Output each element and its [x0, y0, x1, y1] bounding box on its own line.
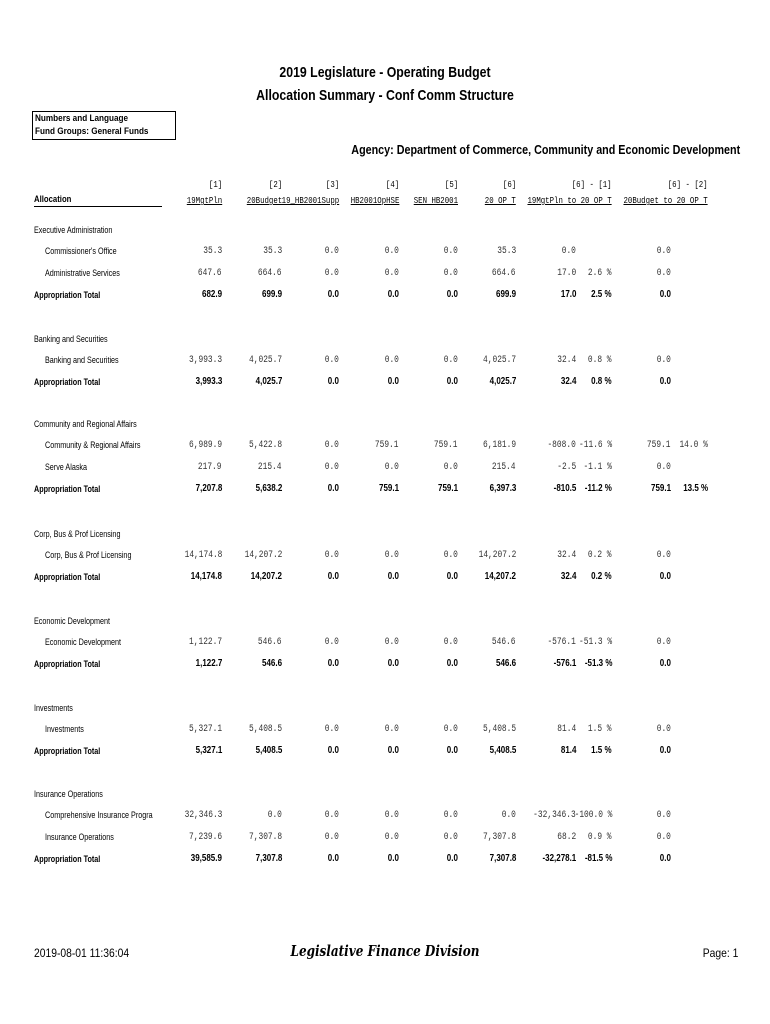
appropriation-total-label: Appropriation Total: [34, 484, 101, 494]
fund-group-box: [32, 111, 176, 140]
table-row-value-3: 0.0: [324, 636, 339, 648]
appropriation-total-value-1: 5,327.1: [195, 745, 222, 756]
table-row-value-4: 0.0: [384, 461, 399, 473]
appropriation-total-value-7: 81.4: [560, 745, 576, 756]
table-row-value-9: 0.0: [656, 461, 671, 473]
table-row-value-9: 0.0: [656, 354, 671, 366]
section-heading: Insurance Operations: [34, 789, 103, 799]
appropriation-total-value-3: 0.0: [327, 745, 339, 756]
table-row-value-7: -808.0: [547, 439, 576, 451]
table-row-value-6: 4,025.7: [482, 354, 516, 366]
appropriation-total-value-3: 0.0: [327, 483, 339, 494]
table-row-value-1: 35.3: [203, 245, 222, 257]
table-row-value-6: 35.3: [497, 245, 516, 257]
table-row-value-2: 35.3: [263, 245, 282, 257]
table-row-value-5: 0.0: [443, 267, 458, 279]
section-heading: Executive Administration: [34, 225, 113, 235]
table-row-value-3: 0.0: [324, 809, 339, 821]
appropriation-total-value-9: 0.0: [659, 658, 671, 669]
report-title-line1: 2019 Legislature - Operating Budget: [279, 64, 491, 81]
column-header-8: 20Budget to 20 OP T: [623, 196, 708, 206]
column-index-6: [6]: [502, 180, 516, 190]
table-row-value-8: -51.3 %: [578, 636, 612, 648]
table-row-value-8: 0.9 %: [588, 831, 612, 843]
table-row-value-7: 0.0: [561, 245, 576, 257]
table-row-value-6: 0.0: [501, 809, 516, 821]
table-row-value-9: 0.0: [656, 809, 671, 821]
appropriation-total-value-5: 0.0: [446, 376, 458, 387]
table-row-label: Commissioner's Office: [45, 246, 117, 256]
table-row-label: Investments: [45, 724, 84, 734]
table-row-value-2: 546.6: [258, 636, 282, 648]
table-row-value-6: 664.6: [492, 267, 516, 279]
table-row-value-1: 7,239.6: [188, 831, 222, 843]
appropriation-total-value-3: 0.0: [327, 658, 339, 669]
appropriation-total-label: Appropriation Total: [34, 290, 101, 300]
fund-box-line1: Numbers and Language: [35, 113, 129, 124]
appropriation-total-value-8: 0.2 %: [591, 571, 612, 582]
appropriation-total-value-5: 759.1: [437, 483, 458, 494]
column-header-3: 19_HB2001Supp: [281, 196, 339, 206]
table-row-label: Community & Regional Affairs: [45, 440, 141, 450]
table-row-value-9: 0.0: [656, 723, 671, 735]
appropriation-total-value-6: 6,397.3: [489, 483, 516, 494]
table-row-value-1: 5,327.1: [188, 723, 222, 735]
table-row-value-5: 0.0: [443, 636, 458, 648]
section-heading: Corp, Bus & Prof Licensing: [34, 529, 121, 539]
appropriation-total-value-6: 4,025.7: [489, 376, 516, 387]
table-row-value-2: 14,207.2: [244, 549, 282, 561]
appropriation-total-value-7: 17.0: [560, 289, 576, 300]
table-row-value-8: 0.8 %: [588, 354, 612, 366]
table-row-value-3: 0.0: [324, 723, 339, 735]
table-row-value-9: 0.0: [656, 267, 671, 279]
table-row-value-8: -100.0 %: [574, 809, 612, 821]
appropriation-total-value-9: 0.0: [659, 745, 671, 756]
table-row-value-2: 4,025.7: [248, 354, 282, 366]
table-row-value-1: 32,346.3: [184, 809, 222, 821]
appropriation-total-value-2: 7,307.8: [255, 853, 282, 864]
table-row-label: Serve Alaska: [45, 462, 88, 472]
table-row-value-6: 5,408.5: [482, 723, 516, 735]
appropriation-total-value-5: 0.0: [446, 745, 458, 756]
column-header-5: SEN HB2001: [413, 196, 458, 206]
table-row-value-5: 0.0: [443, 809, 458, 821]
table-row-value-3: 0.0: [324, 267, 339, 279]
table-row-value-9: 759.1: [647, 439, 671, 451]
appropriation-total-label: Appropriation Total: [34, 377, 101, 387]
table-row-value-4: 0.0: [384, 549, 399, 561]
agency-label: Agency: Department of Commerce, Community and Economic Development: [351, 143, 740, 157]
table-row-value-1: 647.6: [198, 267, 222, 279]
table-row-value-1: 217.9: [198, 461, 222, 473]
footer-division: Legislative Finance Division: [290, 942, 480, 960]
table-row-label: Comprehensive Insurance Progra: [45, 810, 153, 820]
table-row-value-2: 664.6: [258, 267, 282, 279]
column-header-4: HB2001OpHSE: [350, 196, 399, 206]
table-row-value-8: 2.6 %: [588, 267, 612, 279]
table-row-value-6: 6,181.9: [482, 439, 516, 451]
table-row-value-7: 32.4: [557, 354, 576, 366]
footer-page-number: Page: 1: [702, 946, 738, 960]
table-row-value-9: 0.0: [656, 549, 671, 561]
appropriation-total-value-7: 32.4: [560, 376, 576, 387]
appropriation-total-value-4: 0.0: [387, 571, 399, 582]
appropriation-total-value-9: 0.0: [659, 853, 671, 864]
table-row-value-6: 546.6: [492, 636, 516, 648]
table-row-value-7: -2.5: [557, 461, 576, 473]
appropriation-total-value-3: 0.0: [327, 853, 339, 864]
table-row-value-5: 0.0: [443, 245, 458, 257]
appropriation-total-value-5: 0.0: [446, 658, 458, 669]
table-row-value-9: 0.0: [656, 831, 671, 843]
table-row-value-5: 0.0: [443, 831, 458, 843]
table-row-value-5: 0.0: [443, 723, 458, 735]
table-row-value-3: 0.0: [324, 354, 339, 366]
appropriation-total-value-6: 5,408.5: [489, 745, 516, 756]
appropriation-total-label: Appropriation Total: [34, 746, 101, 756]
table-row-value-7: -32,346.3: [533, 809, 576, 821]
table-row-value-6: 215.4: [492, 461, 516, 473]
column-index-7: [6] - [1]: [572, 180, 612, 190]
appropriation-total-value-2: 546.6: [261, 658, 282, 669]
column-header-6: 20 OP T: [484, 196, 516, 206]
table-row-value-8: 1.5 %: [588, 723, 612, 735]
appropriation-total-value-7: -32,278.1: [542, 853, 576, 864]
table-row-value-4: 0.0: [384, 354, 399, 366]
section-heading: Community and Regional Affairs: [34, 419, 137, 429]
table-row-value-7: 32.4: [557, 549, 576, 561]
appropriation-total-value-4: 0.0: [387, 853, 399, 864]
column-index-3: [3]: [325, 180, 339, 190]
appropriation-total-label: Appropriation Total: [34, 854, 101, 864]
appropriation-total-value-3: 0.0: [327, 376, 339, 387]
table-row-value-4: 0.0: [384, 723, 399, 735]
appropriation-total-value-1: 1,122.7: [195, 658, 222, 669]
table-row-value-3: 0.0: [324, 461, 339, 473]
report-title-line2: Allocation Summary - Conf Comm Structure: [256, 87, 514, 104]
table-row-label: Banking and Securities: [45, 355, 119, 365]
table-row-value-4: 0.0: [384, 636, 399, 648]
table-row-value-3: 0.0: [324, 439, 339, 451]
appropriation-total-value-9: 759.1: [650, 483, 671, 494]
appropriation-total-value-4: 0.0: [387, 745, 399, 756]
appropriation-total-value-9: 0.0: [659, 571, 671, 582]
column-index-5: [5]: [444, 180, 458, 190]
table-row-value-7: -576.1: [547, 636, 576, 648]
appropriation-total-value-4: 0.0: [387, 376, 399, 387]
appropriation-total-value-5: 0.0: [446, 853, 458, 864]
allocation-column-header: Allocation: [34, 194, 162, 207]
table-row-value-1: 6,989.9: [188, 439, 222, 451]
table-row-value-2: 5,422.8: [248, 439, 282, 451]
table-row-value-8: -1.1 %: [583, 461, 612, 473]
appropriation-total-value-8: -81.5 %: [584, 853, 612, 864]
column-index-8: [6] - [2]: [668, 180, 708, 190]
appropriation-total-value-8: 2.5 %: [591, 289, 612, 300]
appropriation-total-value-2: 14,207.2: [250, 571, 282, 582]
table-row-value-8: -11.6 %: [578, 439, 612, 451]
table-row-label: Economic Development: [45, 637, 122, 647]
column-index-2: [2]: [268, 180, 282, 190]
table-row-value-5: 759.1: [434, 439, 458, 451]
appropriation-total-value-8: 0.8 %: [591, 376, 612, 387]
table-row-value-5: 0.0: [443, 549, 458, 561]
appropriation-total-value-7: 32.4: [560, 571, 576, 582]
appropriation-total-value-6: 546.6: [495, 658, 516, 669]
table-row-value-7: 68.2: [557, 831, 576, 843]
appropriation-total-value-9: 0.0: [659, 376, 671, 387]
table-row-value-9: 0.0: [656, 636, 671, 648]
appropriation-total-value-4: 0.0: [387, 289, 399, 300]
appropriation-total-value-2: 699.9: [261, 289, 282, 300]
appropriation-total-value-1: 39,585.9: [190, 853, 222, 864]
appropriation-total-value-1: 14,174.8: [190, 571, 222, 582]
appropriation-total-value-2: 5,408.5: [255, 745, 282, 756]
appropriation-total-value-8: 1.5 %: [591, 745, 612, 756]
table-row-value-3: 0.0: [324, 549, 339, 561]
appropriation-total-label: Appropriation Total: [34, 572, 101, 582]
appropriation-total-value-7: -810.5: [553, 483, 576, 494]
table-row-value-4: 0.0: [384, 831, 399, 843]
appropriation-total-label: Appropriation Total: [34, 659, 101, 669]
appropriation-total-value-6: 699.9: [495, 289, 516, 300]
appropriation-total-value-4: 759.1: [378, 483, 399, 494]
table-row-value-4: 0.0: [384, 809, 399, 821]
table-row-value-4: 0.0: [384, 267, 399, 279]
table-row-value-4: 759.1: [375, 439, 399, 451]
table-row-value-4: 0.0: [384, 245, 399, 257]
appropriation-total-value-1: 682.9: [201, 289, 222, 300]
section-heading: Banking and Securities: [34, 334, 108, 344]
appropriation-total-value-2: 4,025.7: [255, 376, 282, 387]
table-row-value-6: 7,307.8: [482, 831, 516, 843]
column-header-7: 19MgtPln to 20 OP T: [527, 196, 612, 206]
table-row-value-3: 0.0: [324, 245, 339, 257]
column-index-4: [4]: [385, 180, 399, 190]
table-row-value-8: 0.2 %: [588, 549, 612, 561]
column-index-1: [1]: [208, 180, 222, 190]
table-row-value-1: 3,993.3: [188, 354, 222, 366]
table-row-label: Administrative Services: [45, 268, 120, 278]
appropriation-total-value-3: 0.0: [327, 571, 339, 582]
appropriation-total-value-3: 0.0: [327, 289, 339, 300]
column-header-2: 20Budget: [246, 196, 282, 206]
appropriation-total-value-7: -576.1: [553, 658, 576, 669]
table-row-value-2: 0.0: [267, 809, 282, 821]
appropriation-total-value-8: -11.2 %: [584, 483, 612, 494]
table-row-value-10: 14.0 %: [679, 439, 708, 451]
table-row-value-7: 81.4: [557, 723, 576, 735]
appropriation-total-value-5: 0.0: [446, 289, 458, 300]
appropriation-total-value-6: 7,307.8: [489, 853, 516, 864]
appropriation-total-value-5: 0.0: [446, 571, 458, 582]
appropriation-total-value-1: 7,207.8: [195, 483, 222, 494]
section-heading: Economic Development: [34, 616, 111, 626]
table-row-value-1: 14,174.8: [184, 549, 222, 561]
table-row-value-5: 0.0: [443, 461, 458, 473]
table-row-label: Corp, Bus & Prof Licensing: [45, 550, 132, 560]
appropriation-total-value-8: -51.3 %: [584, 658, 612, 669]
table-row-value-3: 0.0: [324, 831, 339, 843]
appropriation-total-value-2: 5,638.2: [255, 483, 282, 494]
appropriation-total-value-1: 3,993.3: [195, 376, 222, 387]
table-row-value-1: 1,122.7: [188, 636, 222, 648]
footer-timestamp: 2019-08-01 11:36:04: [34, 946, 130, 960]
table-row-value-2: 5,408.5: [248, 723, 282, 735]
table-row-value-5: 0.0: [443, 354, 458, 366]
appropriation-total-value-10: 13.5 %: [683, 483, 708, 494]
table-row-value-2: 7,307.8: [248, 831, 282, 843]
table-row-label: Insurance Operations: [45, 832, 114, 842]
appropriation-total-value-9: 0.0: [659, 289, 671, 300]
section-heading: Investments: [34, 703, 73, 713]
appropriation-total-value-4: 0.0: [387, 658, 399, 669]
fund-box-line2: Fund Groups: General Funds: [35, 126, 149, 137]
column-header-1: 19MgtPln: [186, 196, 222, 206]
table-row-value-2: 215.4: [258, 461, 282, 473]
table-row-value-7: 17.0: [557, 267, 576, 279]
appropriation-total-value-6: 14,207.2: [484, 571, 516, 582]
table-row-value-6: 14,207.2: [478, 549, 516, 561]
table-row-value-9: 0.0: [656, 245, 671, 257]
